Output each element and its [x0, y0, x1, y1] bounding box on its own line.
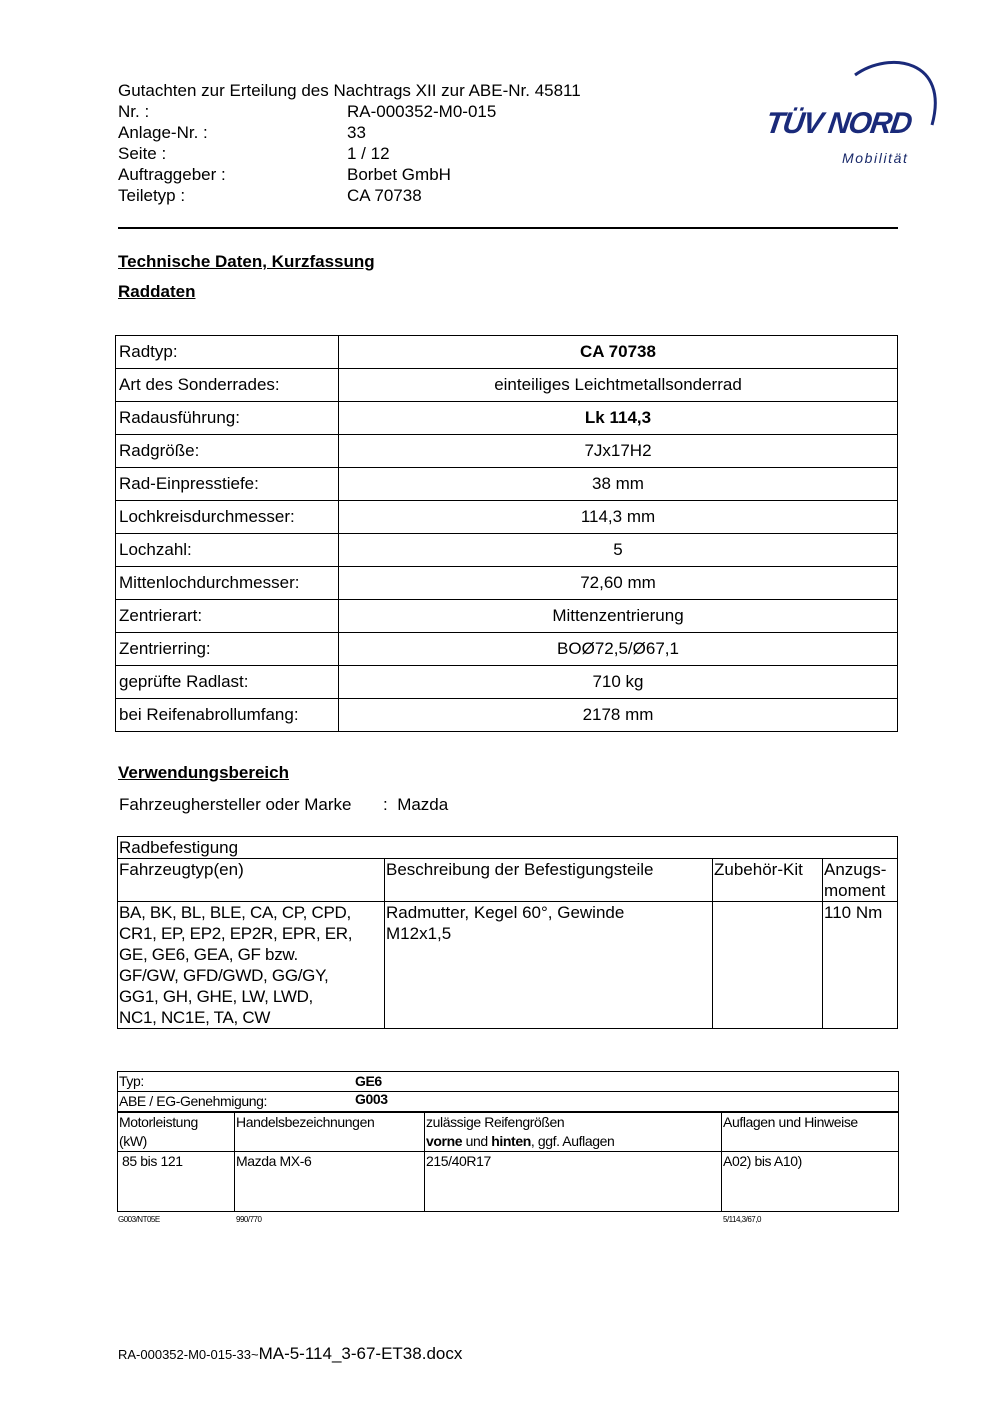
heading-technical-data: Technische Daten, Kurzfassung	[118, 252, 375, 271]
row-label: Lochzahl:	[116, 534, 339, 567]
wheel-data-table	[115, 335, 898, 732]
table-row	[116, 336, 898, 369]
row-value: BOØ72,5/Ø67,1	[339, 633, 898, 666]
report-header	[118, 80, 581, 206]
report-title: Gutachten zur Erteilung des Nachtrags XII zur ABE-Nr. 45811	[118, 81, 581, 100]
table-row	[116, 699, 898, 732]
row-label: Rad-Einpresstiefe:	[116, 468, 339, 501]
column-header: Anzugs-moment	[823, 859, 898, 902]
header-field-label: Nr. :	[118, 102, 150, 121]
tuv-nord-logo	[760, 55, 945, 170]
heading-wheel-data: Raddaten	[118, 282, 196, 301]
header-field-value: 33	[347, 123, 366, 142]
row-label: bei Reifenabrollumfang:	[116, 699, 339, 732]
table-row	[116, 402, 898, 435]
header-field-part-type	[118, 185, 581, 206]
header-field-number	[118, 101, 581, 122]
table-row	[116, 435, 898, 468]
type-table-codes	[118, 1215, 898, 1227]
header-field-value: Borbet GmbH	[347, 165, 451, 184]
header-field-label: Auftraggeber :	[118, 165, 226, 184]
row-value: CA 70738	[339, 336, 898, 369]
column-header-tyres	[425, 1112, 722, 1152]
tyres-rest: , ggf. Auflagen	[530, 1133, 615, 1149]
vehicle-types-line: GG1, GH, GHE, LW, LWD,	[119, 987, 313, 1006]
type-value: GE6	[355, 1073, 382, 1089]
vehicle-types-line: BA, BK, BL, BLE, CA, CP, CPD,	[119, 903, 351, 922]
fixing-description-line: M12x1,5	[386, 924, 452, 943]
row-label: Lochkreisdurchmesser:	[116, 501, 339, 534]
header-field-value: CA 70738	[347, 186, 422, 205]
table-row	[118, 1152, 899, 1212]
column-header: Fahrzeugtyp(en)	[118, 859, 385, 902]
table-row	[118, 902, 898, 1029]
tyres-front: vorne	[426, 1133, 463, 1149]
code-mid: 990/770	[236, 1215, 262, 1224]
row-label: Mittenlochdurchmesser:	[116, 567, 339, 600]
column-header-power	[118, 1112, 235, 1152]
approval-label: ABE / EG-Genehmigung:	[119, 1093, 268, 1109]
header-divider	[118, 227, 898, 229]
vehicle-types-line: NC1, NC1E, TA, CW	[119, 1008, 271, 1027]
row-value: 2178 mm	[339, 699, 898, 732]
fixing-table-title: Radbefestigung	[118, 837, 898, 859]
wheel-fixing-table	[117, 836, 898, 1029]
accessory-kit-cell	[713, 902, 823, 1029]
row-value: einteiliges Leichtmetallsonderrad	[339, 369, 898, 402]
table-row	[116, 666, 898, 699]
column-header: Beschreibung der Befestigungsteile	[385, 859, 713, 902]
header-line: (kW)	[119, 1133, 147, 1149]
row-value: 7Jx17H2	[339, 435, 898, 468]
vehicle-type-table	[117, 1071, 899, 1212]
manufacturer-line	[119, 795, 449, 815]
fixing-description-line: Radmutter, Kegel 60°, Gewinde	[386, 903, 625, 922]
header-field-annex	[118, 122, 581, 143]
logo-subtitle: Mobilität	[842, 150, 909, 166]
header-line	[426, 1132, 720, 1151]
approval-row	[118, 1092, 899, 1113]
trade-name-cell: Mazda MX-6	[235, 1152, 425, 1212]
header-line: zulässige Reifengrößen	[426, 1114, 565, 1130]
tyres-and: und	[462, 1133, 492, 1149]
row-value: 710 kg	[339, 666, 898, 699]
approval-value: G003	[355, 1091, 388, 1107]
column-header: Zubehör-Kit	[713, 859, 823, 902]
approval-cell	[118, 1092, 899, 1113]
footer-filename: MA-5-114_3-67-ET38.docx	[258, 1344, 463, 1363]
fixing-description-cell	[385, 902, 713, 1029]
manufacturer-separator: :	[383, 795, 388, 814]
code-left: G003/NT05E	[118, 1215, 160, 1224]
row-label: geprüfte Radlast:	[116, 666, 339, 699]
row-value: 5	[339, 534, 898, 567]
header-field-label: Teiletyp :	[118, 186, 186, 205]
table-row	[116, 633, 898, 666]
table-row	[116, 534, 898, 567]
type-cell	[118, 1072, 899, 1092]
header-line: Motorleistung	[119, 1114, 198, 1130]
vehicle-types-line: GF/GW, GFD/GWD, GG/GY,	[119, 966, 329, 985]
type-row	[118, 1072, 899, 1092]
vehicle-types-cell	[118, 902, 385, 1029]
header-field-client	[118, 164, 581, 185]
table-row	[116, 567, 898, 600]
type-label: Typ:	[119, 1073, 144, 1089]
column-header-trade-names: Handelsbezeichnungen	[235, 1112, 425, 1152]
vehicle-types-line: CR1, EP, EP2, EP2R, EPR, ER,	[119, 924, 353, 943]
column-header-notes: Auflagen und Hinweise	[722, 1112, 899, 1152]
row-label: Zentrierring:	[116, 633, 339, 666]
header-field-value: 1 / 12	[347, 144, 390, 163]
document-footer	[118, 1344, 462, 1364]
table-row	[116, 600, 898, 633]
header-field-label: Anlage-Nr. :	[118, 123, 208, 142]
heading-usage: Verwendungsbereich	[118, 763, 289, 782]
footer-prefix: RA-000352-M0-015-33~	[118, 1347, 259, 1362]
notes-cell: A02) bis A10)	[722, 1152, 899, 1212]
logo-brand: TÜV NORD	[763, 107, 914, 140]
table-header-row	[118, 859, 898, 902]
header-field-page	[118, 143, 581, 164]
row-value: Lk 114,3	[339, 402, 898, 435]
row-label: Radtyp:	[116, 336, 339, 369]
row-value: 114,3 mm	[339, 501, 898, 534]
header-field-label: Seite :	[118, 144, 167, 163]
row-value: 38 mm	[339, 468, 898, 501]
manufacturer-value-wrap	[383, 795, 448, 815]
tyres-rear: hinten	[491, 1133, 531, 1149]
table-row	[116, 468, 898, 501]
table-row	[116, 369, 898, 402]
manufacturer-value: Mazda	[397, 795, 449, 814]
torque-cell: 110 Nm	[823, 902, 898, 1029]
tyre-size-cell: 215/40R17	[425, 1152, 722, 1212]
row-label: Art des Sonderrades:	[116, 369, 339, 402]
header-field-value: RA-000352-M0-015	[347, 102, 497, 121]
code-right: 5/114,3/67,0	[723, 1215, 761, 1224]
vehicle-types-line: GE, GE6, GEA, GF bzw.	[119, 945, 298, 964]
table-row	[116, 501, 898, 534]
row-label: Zentrierart:	[116, 600, 339, 633]
table-title-row	[118, 837, 898, 859]
power-cell: 85 bis 121	[118, 1152, 235, 1212]
row-value: Mittenzentrierung	[339, 600, 898, 633]
row-label: Radgröße:	[116, 435, 339, 468]
row-label: Radausführung:	[116, 402, 339, 435]
table-header-row	[118, 1112, 899, 1152]
row-value: 72,60 mm	[339, 567, 898, 600]
manufacturer-label: Fahrzeughersteller oder Marke	[119, 795, 352, 814]
